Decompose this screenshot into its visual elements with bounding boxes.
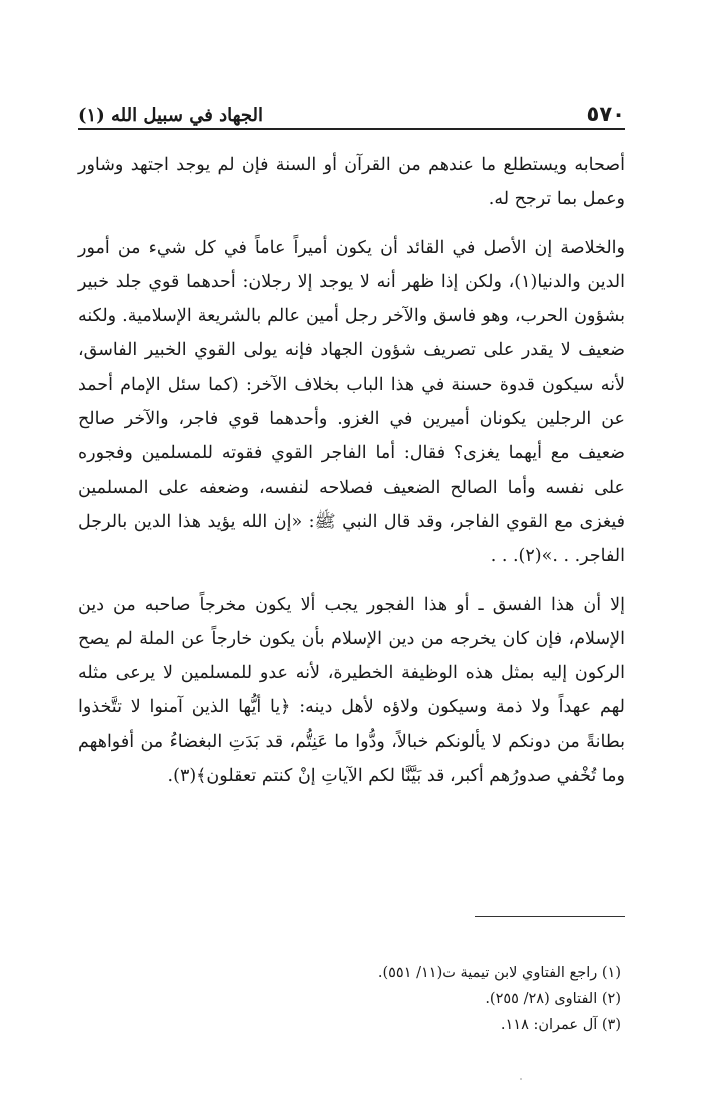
footnote-1: (١) راجع الفتاوي لابن تيمية ت(١١/ ٥٥١). xyxy=(377,965,621,981)
paragraph-2: والخلاصة إن الأصل في القائد أن يكون أميراً عاماً في كل شيء من أمور الدين والدنيا(١)، ولكن إذا ظهر أنه لا يوجد إلا رجلان: أحدهما قوي جلد خبير بشؤون الحرب، وهو فاسق والآخر رجل أمين عالم بالشريعة الإسلامية. ولكنه ضعيف لا يقدر على تصريف شؤون الجهاد فإنه يولى القوي الخبير الفاسق، لأنه سيكون قدوة حسنة في هذا الباب بخلاف الآخر: (كما سئل الإمام أحمد عن الرجلين يكونان أميرين في الغزو. وأحدهما قوي فاجر، والآخر صالح ضعيف مع أيهما يغزى؟ فقال: أما الفاجر القوي فقوته للمسلمين وفجوره على نفسه وأما الصالح الضعيف فصلاحه لنفسه، وضعفه على المسلمين فيغزى مع القوي الفاجر، وقد قال النبي ﷺ: «إن الله يؤيد هذا الدين بالرجل الفاجر. . .»(٢). . . xyxy=(78,237,625,567)
paragraph-1: أصحابه ويستطلع ما عندهم من القرآن أو السنة فإن لم يوجد اجتهد وشاور وعمل بما ترجح له. xyxy=(78,155,625,210)
paragraph-3: إلا أن هذا الفسق ـ أو هذا الفجور يجب ألا يكون مخرجاً صاحبه من دين الإسلام، فإن كان يخرجه من دين الإسلام بأن يكون خارجاً عن الملة لم يصح الركون إليه بمثل هذه الوظيفة الخطيرة، لأنه عدو للمسلمين لا يرعى مثله لهم عهداً ولا ذمة وسيكون ولاؤه لأهل دينه: ﴿يا أيُّها الذين آمنوا لا تتَّخذوا بطانةً من دونكم لا يألونكم خبالاً، ودُّوا ما عَنِتُّم، قد بَدَتِ البغضاءُ من أفواههم وما تُخْفي صدورُهم أكبر، قد بَيَّنَّا لكم الآياتِ إنْ كنتم تعقلون﴾(٣). xyxy=(78,594,625,787)
main-text xyxy=(78,148,625,793)
running-header xyxy=(78,92,625,130)
running-title: الجهاد في سبيل الله (١) xyxy=(78,105,263,126)
footnote-separator xyxy=(475,916,625,917)
page-number: ٥٧٠ xyxy=(586,102,625,126)
scan-speck xyxy=(520,1078,522,1080)
footnotes xyxy=(78,960,621,1038)
footnote-2: (٢) الفتاوى (٢٨/ ٢٥٥). xyxy=(485,991,621,1007)
footnote-3: (٣) آل عمران: ١١٨. xyxy=(500,1017,621,1033)
